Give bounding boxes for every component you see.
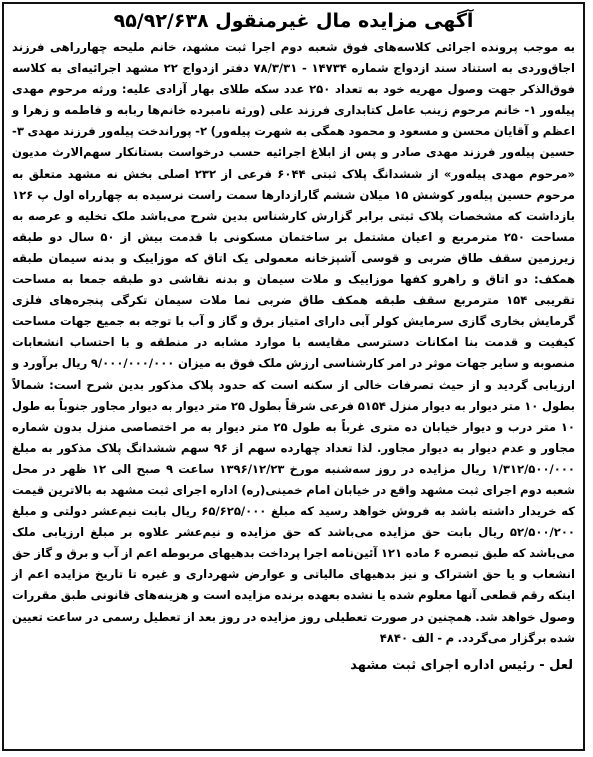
notice-title: آگهی مزایده مال غیرمنقول ۹۵/۹۲/۶۳۸	[113, 10, 474, 32]
notice-body: به موجب پرونده اجرائی کلاسه‌های فوق شعبه دوم اجرا ثبت مشهد، خانم ملیحه چهارراهی فرزند اجاق‌وردی به استناد سند ازدواج شماره ۱۴۷۳۴ - ۷۸/۳/۳۱ دفتر ازدواج ۲۲ مشهد اجرائیه‌ای به کلاسه فوق‌الذکر جهت وصول مهریه خود به تعداد ۲۵۰ عدد سکه طلای بهار آزادی علیه: ورثه مرحوم مهدی پیله‌ور ۱- خانم مرحوم زینب عامل کتابداری فرزند علی (ورثه نامبرده خانم‌ها ربابه و فاطمه و زهرا و اعظم و آقایان محسن و مسعود و محمود همگی به شهرت پیله‌ور) ۲- پوراندخت پیله‌ور فرزند مهدی ۳- حسین پیله‌ور فرزند مهدی صادر و پس از ابلاغ اجرائیه حسب درخواست بستانکار سهم‌الارث مدیون «مرحوم مهدی پیله‌ور» از ششدانگ پلاک ثبتی ۶۰۴۴ فرعی از ۲۳۲ اصلی بخش نه مشهد متعلق به مرحوم حسین پیله‌ور کوشش ۱۵ میلان ششم گارازدارها سمت راست نرسیده به چهارراه اول پ ۱۲۶ بازداشت که مشخصات پلاک ثبتی برابر گزارش کارشناس بدین شرح می‌باشد ملک تخلیه و عرصه به مساحت ۲۵۰ مترمربع و اعیان مشتمل بر ساختمان مسکونی با قدمت بیش از ۵۰ سال دو طبقه زیرزمین سقف طاق ضربی و قوسی آشپزخانه معمولی یک اتاق که موزاییک و بدنه سیمان طبقه همکف: دو اتاق و راهرو کفها موزاییک و ملات سیمان و بدنه نقاشی دو طبقه جمعا به مساحت تقریبی ۱۵۴ مترمربع سقف طبقه همکف طاق ضربی نما ملات سیمان تکرگی پنجره‌های فلزی گرمایش بخاری گازی سرمایش کولر آبی دارای امتیاز برق و گاز و آب با توجه به جمیع جهات مساحت کیفیت و قدمت بنا امکانات دسترسی مقایسه با موارد مشابه در منطقه و با احتساب انشعابات منصوبه و سایر جهات موثر در امر کارشناسی ارزش ملک فوق به میزان ۹/۰۰۰/۰۰۰/۰۰۰ ریال برآورد و ارزیابی گردید و از حیث تصرفات خالی از سکنه است که حدود پلاک مذکور بدین شرح است: شمالاً بطول ۱۰ متر دیوار به دیوار منزل ۵۱۵۴ فرعی شرقاً بطول ۲۵ متر دیوار به دیوار مجاور جنوباً به طول ۱۰ متر درب و دیوار خیابان ده متری غرباً به طول ۲۵ متر دیوار به مر اختصاصی منزل بدون شماره مجاور و عدم دیوار به دیوار مجاور. لذا تعداد چهارده سهم از ۹۶ سهم ششدانگ پلاک مذکور به مبلغ ۱/۳۱۲/۵۰۰/۰۰۰ ریال مزایده در روز سه‌شنبه مورخ ۱۳۹۶/۱۲/۲۳ ساعت ۹ صبح الی ۱۲ ظهر در محل شعبه دوم اجرای ثبت مشهد واقع در خیابان امام خمینی(ره) اداره اجرای ثبت مشهد به بالاترین قیمت که خریدار داشته باشد به فروش خواهد رسید که مبلغ ۶۵/۶۲۵/۰۰۰ ریال بابت نیم‌عشر دولتی و مبلغ ۵۲/۵۰۰/۲۰۰ ریال بابت حق مزایده می‌باشد که حق مزایده و نیم‌عشر علاوه بر مبلغ ارزیابی ملک می‌باشد که طبق تبصره ۶ ماده ۱۲۱ آئین‌نامه اجرا پرداخت بدهیهای مربوطه اعم از آب و برق و گاز حق انشعاب و یا حق اشتراک و نیز بدهیهای مالیاتی و عوارض شهرداری و غیره تا تاریخ مزایده اعم از اینکه رقم قطعی آنها معلوم شده یا نشده بعهده برنده مزایده است و هزینه‌های قانونی طبق مقررات وصول خواهد شد. همچنین در صورت تعطیلی روز مزایده در روز بعد از تعطیل رسمی در ساعت تعیین شده برگزار می‌گردد. م - الف ۴۸۴۰	[12, 40, 576, 645]
notice-signature: لعل - رئیس اداره اجرای ثبت مشهد	[350, 657, 573, 673]
notice-frame	[2, 2, 585, 751]
